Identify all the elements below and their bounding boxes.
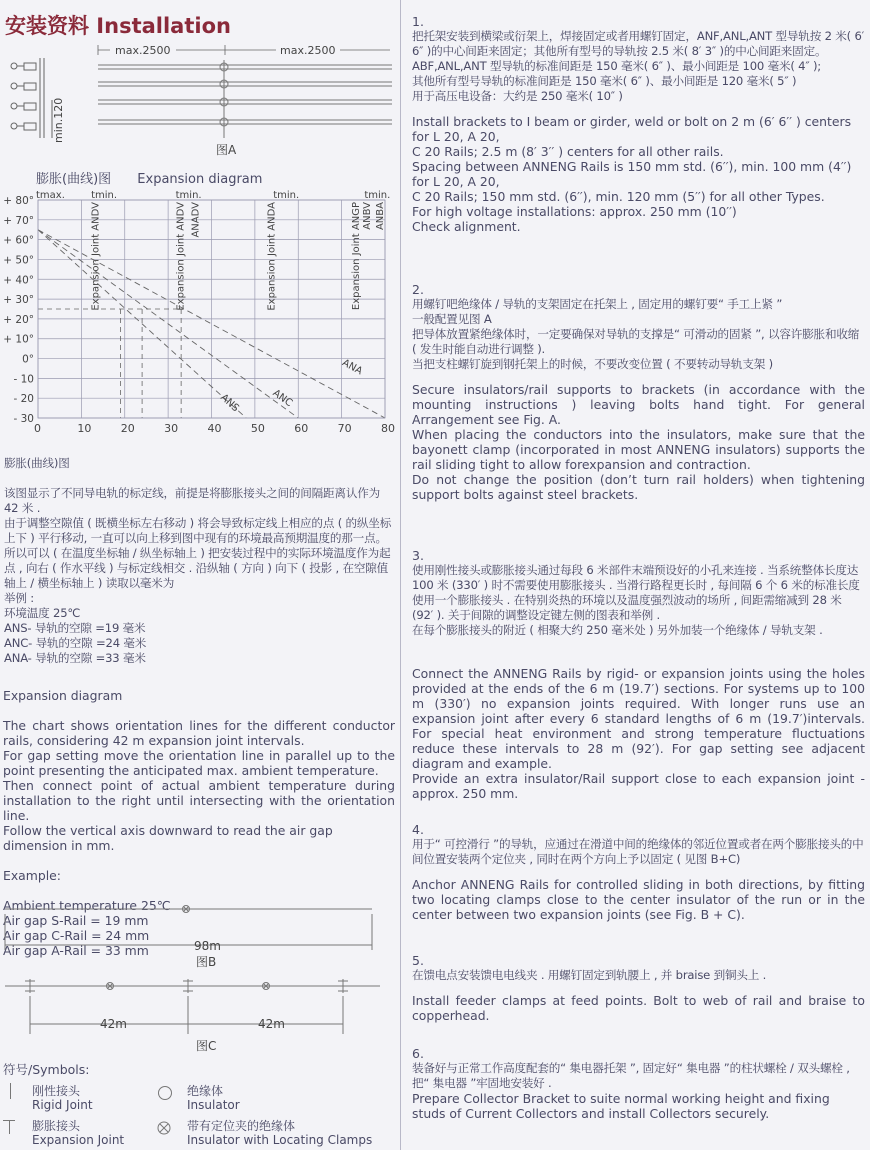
vertical-label: ANADV [190, 202, 202, 238]
step-number: 5. [412, 953, 424, 968]
y-tick-label: + 40° [3, 274, 34, 287]
top-label: tmin. [91, 190, 118, 201]
x-tick-label: 0 [34, 422, 41, 435]
dim-right-label: max.2500 [280, 44, 336, 57]
step-en-text: Install feeder clamps at feed points. Bolt to web of rail and braise to copperhead. [412, 993, 865, 1023]
y-tick-label: + 70° [3, 214, 34, 227]
expansion-joint-icon [3, 1118, 17, 1134]
step-cn-text: 用螺钉吧绝缘体 / 导轨的支架固定在托架上 , 固定用的螺钉要“ 手工上紧 ” 一般配置见图 A 把导体放置紧绝缘体时，一定要确保对导轨的支撑是“ 可滑动的固紧 ”, 以容许膨胀和收缩 ( 发生时能自动进行调整 ). 当把支柱螺钉旋到钢托架上的时候，不要改变位置 ( 不要转动导轨支架 ) [412, 297, 860, 371]
series-label-anc: ANC [270, 387, 295, 410]
step-en-text: Prepare Collector Bracket to suite normal working height and fixing studs of Current Collectors and install Collectors securely. [412, 1091, 830, 1121]
vertical-label: ANBV [361, 202, 373, 230]
step-cn-text: 装备好与正常工作高度配套的“ 集电器托架 ”, 固定好“ 集电器 ”的柱状螺栓 / 双头螺栓 , 把“ 集电器 ”牢固地安装好 . [412, 1061, 850, 1090]
y-tick-label: + 80° [3, 195, 34, 207]
symbol-rigid-label: 刚性接头 Rigid Joint [32, 1084, 93, 1112]
dim-left-label: max.2500 [115, 44, 171, 57]
step-number: 1. [412, 14, 424, 29]
y-tick-label: + 50° [3, 254, 34, 267]
min-spacing-label: min.120 [52, 97, 65, 143]
figure-a [0, 38, 400, 160]
y-tick-label: - 20 [13, 393, 34, 406]
vertical-label: Expansion Joint ANGP [350, 202, 362, 311]
step-2 [412, 282, 865, 502]
vertical-label: Expansion Joint ANDV [175, 202, 187, 311]
figure-a-caption: 图A [216, 143, 237, 157]
x-tick-label: 50 [250, 422, 265, 435]
figure-b [0, 900, 400, 970]
vertical-label: Expansion Joint ANDV [90, 202, 102, 311]
step-cn-text: 用于“ 可控滑行 ”的导轨，应通过在滑道中间的绝缘体的邻近位置或者在两个膨胀接头的中间位置安装两个定位夹 , 同时在两个方向上予以固定 ( 见图 B+C) [412, 837, 864, 866]
step-number: 4. [412, 822, 424, 837]
left-cn-heading: 膨胀(曲线)图 [4, 456, 70, 470]
step-4 [412, 822, 865, 922]
y-tick-label: + 60° [3, 234, 34, 247]
column-divider [400, 0, 401, 1150]
y-tick-label: 0° [22, 353, 34, 366]
page-title: 安装资料 Installation [5, 14, 231, 38]
series-line-ans [38, 230, 246, 418]
x-tick-label: 40 [207, 422, 222, 435]
step-3 [412, 548, 865, 801]
step-number: 3. [412, 548, 424, 563]
expansion-chart [0, 186, 400, 436]
figure-c-right: 42m [258, 1017, 285, 1031]
y-tick-label: + 10° [3, 333, 34, 346]
vertical-label: Expansion Joint ANDA [266, 202, 278, 311]
top-label: tmin. [175, 190, 202, 201]
top-label: tmin. [364, 190, 391, 201]
top-label: tmin. [273, 190, 300, 201]
y-tick-label: + 30° [3, 294, 34, 307]
example-text: Ambient temperature 25℃ Air gap S-Rail = 19 mm Air gap C-Rail = 24 mm Air gap A-Rail = 33 mm [3, 898, 171, 958]
series-label-ana: ANA [340, 357, 365, 378]
figure-c [0, 976, 400, 1056]
step-cn-text: 在馈电点安装馈电电线夹 . 用螺钉固定到轨腰上 , 并 braise 到铜头上 . [412, 968, 767, 982]
figure-c-left: 42m [100, 1017, 127, 1031]
step-cn-text: 使用刚性接头或膨胀接头通过每段 6 米部件末端预设好的小孔来连接 . 当系统整体长度达 100 米 (330′ ) 时不需要使用膨胀接头 . 当滑行路程更长时 , 每间隔 6 个 6 米的标准长度使用一个膨胀接头 . 在特别炎热的环境以及温度强烈波动的场所 , 间距需缩减到 28 米 (92′ ). 关于间隙的调整设定键左侧的图表和举例 . 在每个膨胀接头的附近 ( 相聚大约 250 毫米处 ) 另外加装一个绝缘体 / 导轨支架 . [412, 563, 860, 637]
step-5 [412, 953, 865, 1023]
top-label: tmax. [36, 190, 65, 201]
figure-b-caption: 图B [196, 955, 217, 969]
left-cn-text: 该图显示了不同导电轨的标定线，前提是将膨胀接头之间的间隔距离认作为 42 米 . 由于调整空隙值 ( 既横坐标左右移动 ) 将会导致标定线上相应的点 ( 的纵坐标上下 ) 平行移动, 一直可以向上移到图中现有的环境最高预期温度的那一点。 所以可以 ( 在温度坐标轴 / 纵坐标轴上 ) 把安装过程中的实际环境温度作为起点 , 向右 ( 作水平线 ) 与标定线相交 . 沿纵轴 ( 方向 ) 向下 ( 投影 , 在空隙值轴上 / 横坐标轴上 ) 读取以毫米为 举例 : 环境温度 25℃ ANS- 导轨的空隙 =19 毫米 ANC- 导轨的空隙 =24 毫米 ANA- 导轨的空隙 =33 毫米 [4, 486, 392, 665]
y-tick-label: + 20° [3, 313, 34, 326]
step-en-text: Connect the ANNENG Rails by rigid- or expansion joints using the holes provided at the ends of the 6 m (19.7′) sections. For systems up to 100 m (330′) no expansion joints required. With longer runs use an expansion joint after every 6 standard lengths of 6 m (19.7′)intervals. For special heat environment and strong temperature fluctuations reduce these intervals to 28 m (92′). For gap setting see adjacent diagram and example. Provide an extra insulator/Rail support close to each expansion joint - approx. 250 mm. [412, 666, 865, 801]
step-6 [412, 1046, 865, 1121]
diagram-heading [36, 168, 262, 187]
x-tick-label: 10 [77, 422, 92, 435]
x-tick-label: 20 [120, 422, 135, 435]
step-en-text: Secure insulators/rail supports to brackets (in accordance with the mounting instructions ) leaving bolts hand tight. For general Arrangement see Fig. A. When placing the conductors into the insulators, make sure that the bayonett clamp (incorporated in most ANNENG insulators) supports the rail sliding tight to allow forexpansion and contraction. Do not change the position (don’t turn rail holders) when tightening support bolts against steel brackets. [412, 382, 865, 502]
locating-clamp-icon [157, 1120, 171, 1134]
figure-b-length: 98m [194, 939, 221, 953]
symbol-locating-label: 带有定位夹的绝缘体 Insulator with Locating Clamps [187, 1119, 373, 1147]
step-en-text: Anchor ANNENG Rails for controlled sliding in both directions, by fitting two locating clamps close to the center insulator of the run or in the center between two expansion joints (see Fig. B + C). [412, 877, 865, 922]
symbol-insulator-label: 绝缘体 Insulator [187, 1084, 240, 1112]
step-cn-text: 把托架安装到横梁或衍架上，焊接固定或者用螺钉固定，ANF,ANL,ANT 型导轨按 2 米( 6′ 6″ )的中心间距来固定；其他所有型号的导轨按 2.5 米( 8′ 3″ )的中心间距来固定。 ABF,ANL,ANT 型导轨的标准间距是 150 毫米( 6″ )、最小间距是 100 毫米( 4″ ); 其他所有型号导轨的标准间距是 150 毫米( 6″ )、最小间距是 120 毫米( 5″ ) 用于高压电设备：大约是 250 毫米( 10″ ) [412, 29, 865, 103]
y-tick-label: - 10 [13, 373, 34, 386]
x-tick-label: 70 [337, 422, 352, 435]
diagram-title-en: Expansion diagram [137, 172, 263, 187]
x-tick-label: 80 [381, 422, 395, 435]
x-tick-label: 30 [164, 422, 179, 435]
step-1 [412, 14, 865, 234]
left-en-text: The chart shows orientation lines for the different conductor rails, considering 42 m expansion joint intervals. For gap setting move the orientation line in parallel up to the point presenting the anticipated max. ambient temperature. Then connect point of actual ambient temperature during installation to the right until intersecting with the orientation line. Follow the vertical axis downward to read the air gap dimension in mm. [3, 718, 395, 853]
step-en-text: Install brackets to I beam or girder, weld or bolt on 2 m (6′ 6′′ ) centers for L 20, A 20, C 20 Rails; 2.5 m (8′ 3′′ ) centers for all other rails. Spacing between ANNENG Rails is 150 mm std. (6′′), min. 100 mm (4′′) for L 20, A 20, C 20 Rails; 150 mm std. (6′′), min. 120 mm (5′′) for all other Types. For high voltage installations: approx. 250 mm (10′′) Check alignment. [412, 114, 852, 234]
step-number: 2. [412, 282, 424, 297]
series-label-ans: ANS [218, 392, 241, 415]
example-heading: Example: [3, 868, 61, 883]
left-cn-block [4, 441, 394, 681]
left-en-heading: Expansion diagram [3, 688, 123, 703]
symbol-expansion-label: 膨胀接头 Expansion Joint [32, 1119, 125, 1147]
insulator-icon [158, 1086, 172, 1100]
figure-c-caption: 图C [196, 1039, 217, 1053]
diagram-title-cn: 膨胀(曲线)图 [36, 172, 112, 187]
x-tick-label: 60 [294, 422, 309, 435]
rigid-joint-icon [6, 1083, 16, 1099]
symbols-heading: 符号/Symbols: [3, 1062, 90, 1077]
step-number: 6. [412, 1046, 424, 1061]
vertical-label: ANBA [374, 202, 386, 231]
y-tick-label: - 30 [13, 413, 34, 425]
